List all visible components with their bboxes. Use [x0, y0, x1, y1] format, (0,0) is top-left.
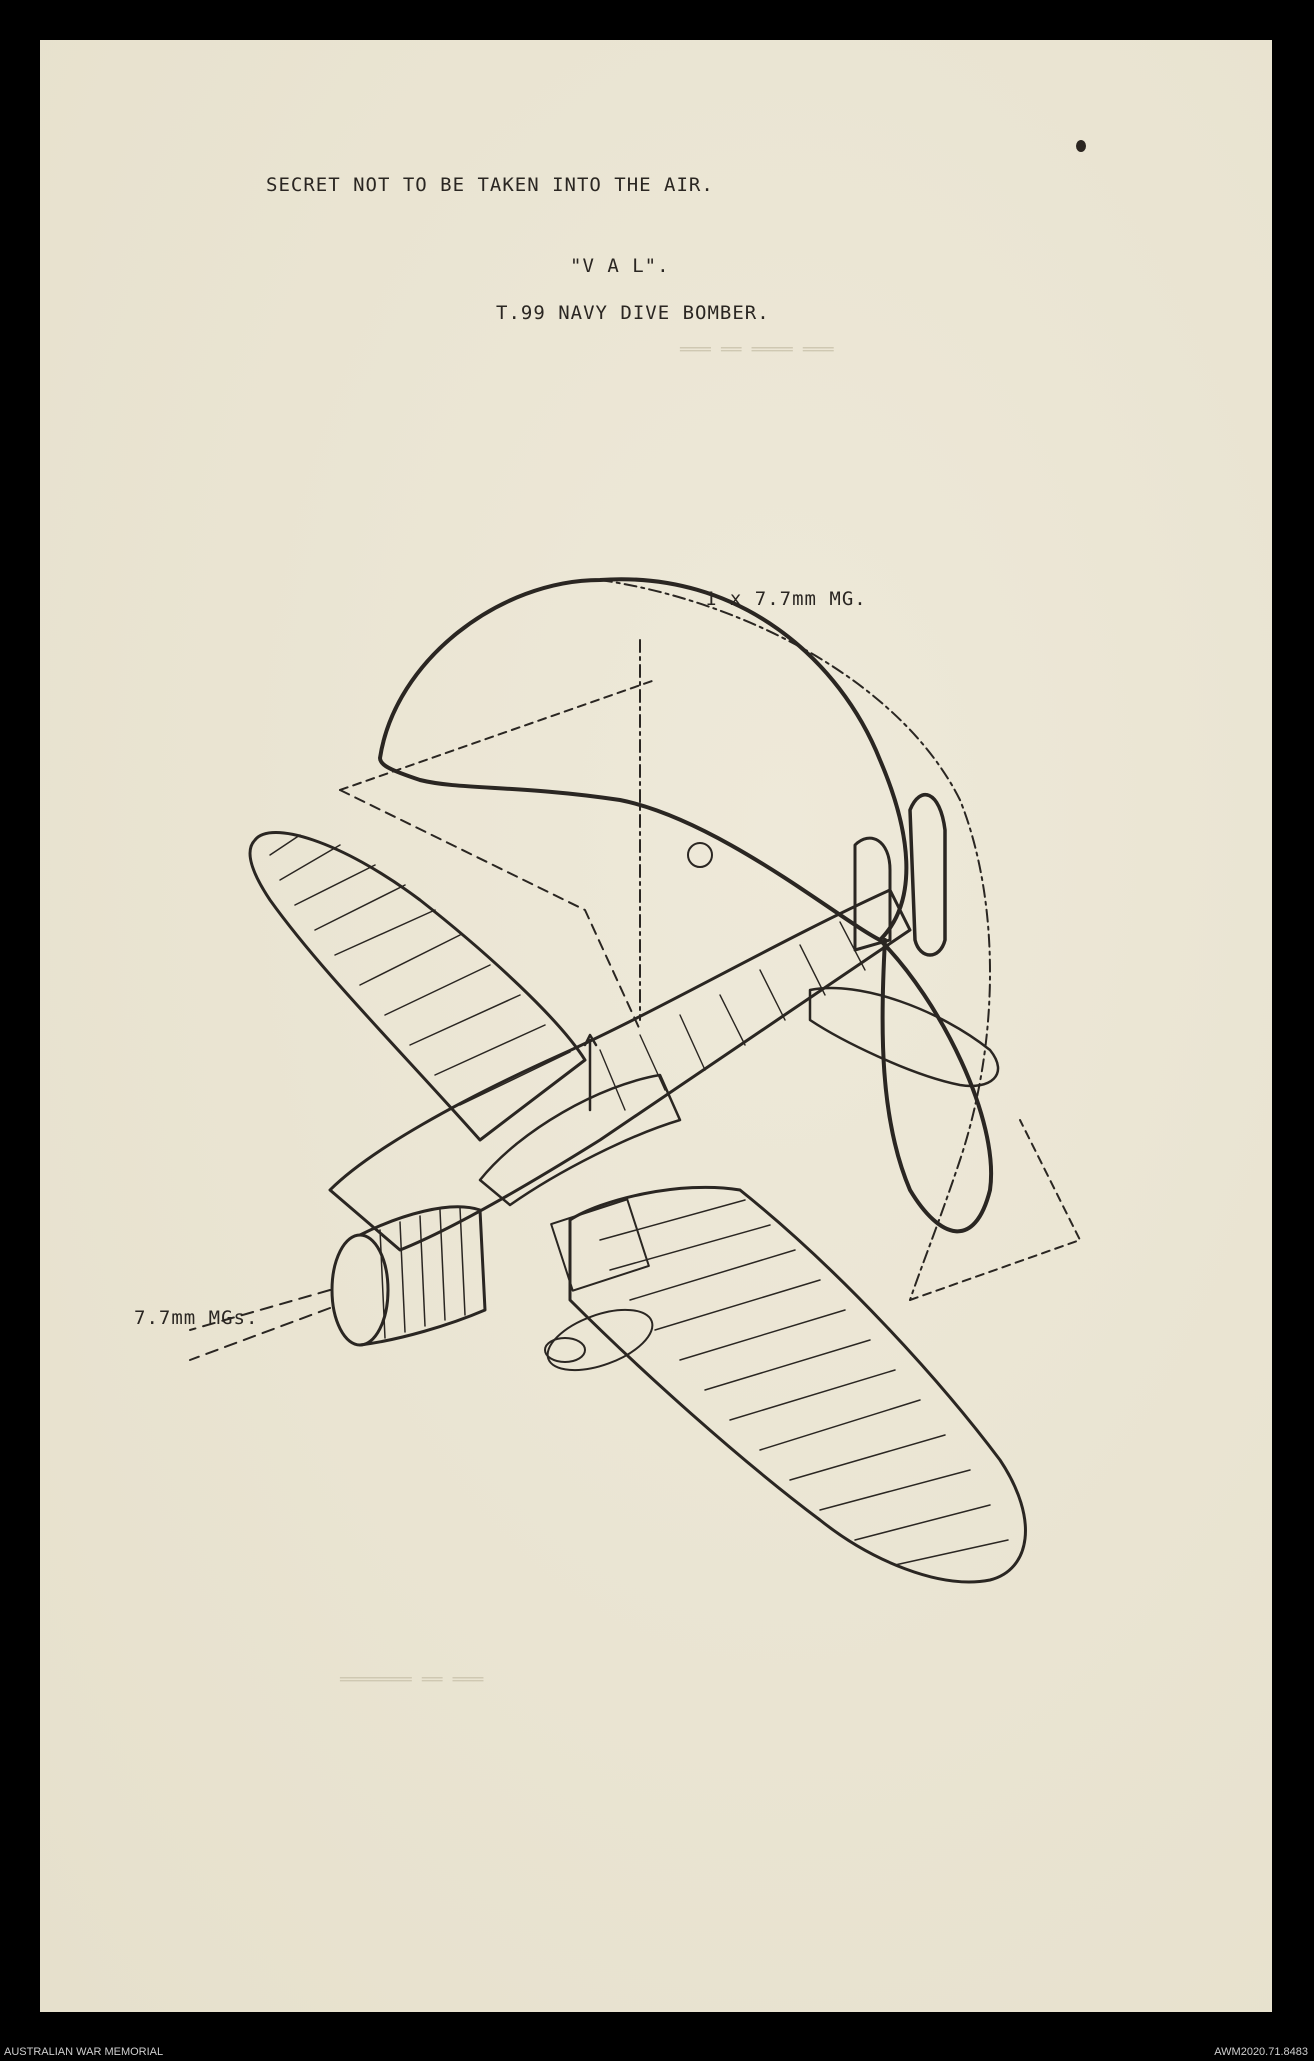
- bleed-through-text-1: ═══ ══ ════ ═══: [680, 340, 834, 360]
- left-wing-hatching: [270, 835, 570, 1105]
- bleed-through-text-2: ═══════ ══ ═══: [340, 1670, 484, 1690]
- fire-cone-dash-1: [340, 790, 640, 1030]
- aircraft-type: T.99 NAVY DIVE BOMBER.: [496, 302, 770, 324]
- aircraft-codename: "V A L".: [570, 255, 670, 277]
- rudder: [910, 795, 945, 955]
- security-header: SECRET NOT TO BE TAKEN INTO THE AIR.: [266, 174, 714, 196]
- forward-guns-label: 7.7mm MGs.: [134, 1307, 259, 1329]
- fire-cone-dash-4: [910, 1120, 1080, 1300]
- right-wing-hatching: [600, 1200, 1008, 1565]
- footer-accession-number: AWM2020.71.8483: [1214, 2046, 1308, 2058]
- engine-cowling: [332, 1235, 388, 1345]
- document-page: [40, 40, 1272, 2012]
- cowling-ribs: [380, 1208, 465, 1338]
- left-wing-outline: [250, 833, 585, 1141]
- tail-plane: [810, 988, 998, 1086]
- aircraft-field-of-fire-drawing: [40, 40, 1272, 2012]
- landing-gear-right: [545, 1338, 585, 1362]
- right-wing-outline: [570, 1187, 1025, 1582]
- field-of-fire-outline: [380, 579, 906, 940]
- cockpit-canopy: [480, 1075, 680, 1205]
- footer-credit: AUSTRALIAN WAR MEMORIAL: [4, 2046, 164, 2058]
- upper-gun-label: 1 x 7.7mm MG.: [705, 588, 867, 610]
- rear-gun-pivot: [688, 843, 712, 867]
- bomb-rack: [551, 1199, 649, 1290]
